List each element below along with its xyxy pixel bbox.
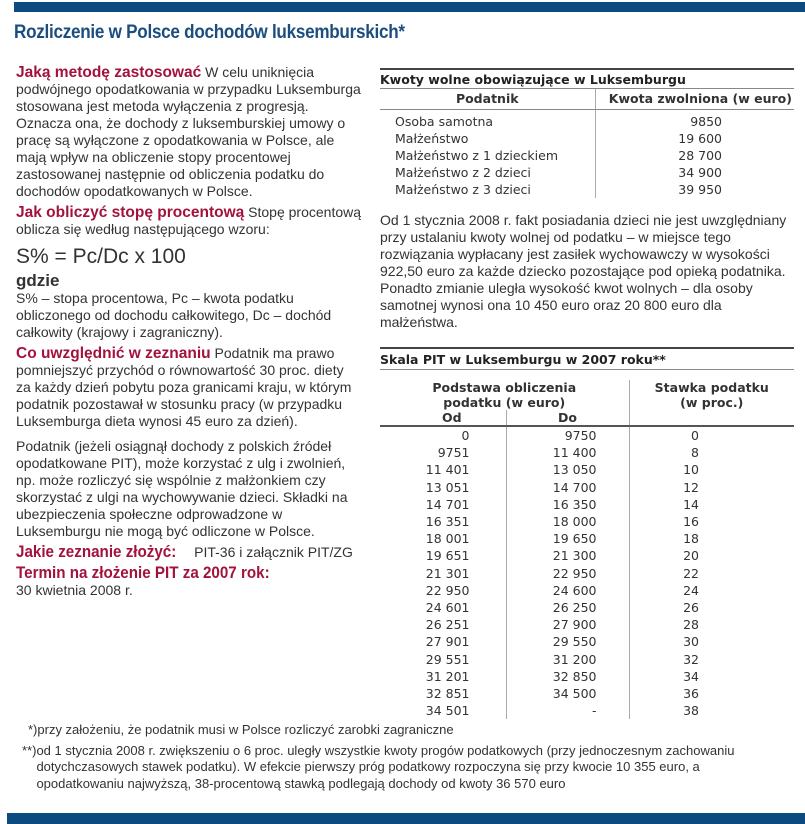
table-row: 26 251 27 900 28 [380, 616, 794, 633]
table-row: 19 651 21 300 20 [380, 547, 794, 564]
footnote-1-text: przy założeniu, że podatnik musi w Polsce rozliczyć zarobki zagraniczne [37, 722, 454, 737]
section-method-body: W celu uniknięcia podwójnego opodatkowania w przypadku Luksemburga stosowana jest metoda wyłączenia z progresją. Oznacza ona, że dochody z luksemburskiej umowy o pracę są wyłączone z opodatkowania w Polsce, ale mają wpływ na obliczenie stopy procentowej zastosowanej następnie od obliczenia podatku do dochodów opodatkowanych w Polsce. [16, 64, 361, 199]
table-row: 0 9750 0 [380, 426, 794, 444]
top-banner-bar [14, 2, 805, 12]
table-row: 27 901 29 550 30 [380, 633, 794, 650]
allowances-table-title: Kwoty wolne obowiązujące w Luksemburgu [380, 68, 794, 89]
page-title: Rozliczenie w Polsce dochodów luksemburskich* [14, 22, 405, 43]
table-row: Małżeństwo z 3 dzieci 39 950 [380, 181, 794, 198]
section-method-heading: Jaką metodę zastosować [16, 64, 202, 81]
table-row: 13 051 14 700 12 [380, 479, 794, 496]
section-declaration-heading: Co uwzględnić w zeznaniu [16, 345, 211, 362]
footnote-1 [22, 722, 802, 739]
section-deadline [16, 565, 361, 599]
col-header-taxpayer: Podatnik [380, 89, 595, 110]
col-header-od: Od [380, 410, 506, 426]
table-row: Małżeństwo z 1 dzieckiem 28 700 [380, 147, 794, 164]
gdzie-definition: S% – stopa procentowa, Pc – kwota podatku obliczonego od dochodu całkowitego, Dc – dochód całkowity (krajowy i zagraniczny). [16, 290, 332, 340]
table-row: 32 851 34 500 36 [380, 685, 794, 702]
footnote-2-mark: **) [22, 742, 37, 758]
table-row: 18 001 19 650 18 [380, 530, 794, 547]
section-method [16, 64, 361, 200]
table-row: 16 351 18 000 16 [380, 513, 794, 530]
pit-scale-section [380, 347, 794, 719]
gdzie-label: gdzie [16, 271, 60, 290]
table-row: 29 551 31 200 32 [380, 651, 794, 668]
table-row: 11 401 13 050 10 [380, 461, 794, 478]
footnotes [22, 722, 802, 796]
section-rate-heading: Jak obliczyć stopę procentową [16, 204, 245, 221]
right-column [380, 68, 794, 719]
col-header-base: Podstawa obliczenia podatku (w euro) [380, 380, 629, 410]
table-row: Osoba samotna 9850 [380, 110, 794, 131]
table-row: 14 701 16 350 14 [380, 496, 794, 513]
col-header-rate: Stawka podatku (w proc.) [629, 380, 794, 426]
col-header-amount: Kwota zwolniona (w euro) [595, 89, 794, 110]
section-form-body: PIT-36 i załącznik PIT/ZG [190, 544, 353, 560]
section-deadline-heading: Termin na złożenie PIT za 2007 rok: [16, 564, 270, 582]
table-row: 34 501 - 38 [380, 702, 794, 719]
allowances-table [380, 89, 794, 198]
section-declaration-body: Podatnik ma prawo pomniejszyć przychód o równowartość 30 proc. diety za każdy dzień pobytu poza granicami kraju, w którym podatnik pozostawał w stosunku pracy (w przypadku Luksemburga dieta wynosi 45 euro za dzień). [16, 345, 352, 429]
section-declaration [16, 345, 361, 430]
footnote-2-text: od 1 stycznia 2008 r. zwiększeniu o 6 proc. uległy wszystkie kwoty progów podatkowych (przy jednoczesnym zachowaniu dotychczasowych stawek podatku). W efekcie pierwszy próg podatkowy rozpoczyna się przy kwocie 10 355 euro, a opodatkowaniu najwyższą, 38-procentową stawką podlegają dochody od kwoty 36 570 euro [36, 742, 735, 791]
left-column [16, 64, 361, 603]
table-row: 31 201 32 850 34 [380, 668, 794, 685]
allowances-note: Od 1 stycznia 2008 r. fakt posiadania dzieci nie jest uwzględniany przy ustalaniu kwoty wolnej od podatku – w miejsce tego rozwiązania wypłacany jest zasiłek wychowawczy w wysokości 922,50 euro za każde dziecko pozostające pod opieką podatnika. Ponadto zmianie uległa wysokość kwot wolnych – dla osoby samotnej wynosi ona 10 450 euro oraz 20 800 euro dla małżeństwa. [380, 212, 787, 330]
section-form [16, 544, 361, 561]
table-row: 9751 11 400 8 [380, 444, 794, 461]
section-form-heading: Jakie zeznanie złożyć: [16, 543, 177, 561]
table-row: 22 950 24 600 24 [380, 582, 794, 599]
table-row: 24 601 26 250 26 [380, 599, 794, 616]
section-deadline-body: 30 kwietnia 2008 r. [16, 582, 133, 598]
pit-scale-table [380, 380, 794, 719]
table-row: Małżeństwo z 2 dzieci 34 900 [380, 164, 794, 181]
col-header-do: Do [506, 410, 629, 426]
formula: S% = Pc/Dc x 100 [16, 245, 186, 268]
section-rate-body: Stopę procentową oblicza się według następującego wzoru: [16, 204, 362, 237]
table-row: Małżeństwo 19 600 [380, 130, 794, 147]
section-reliefs: Podatnik (jeżeli osiągnął dochody z polskich źródeł opodatkowane PIT), może korzystać z ulg i zwolnień, np. może rozliczyć się wspólnie z małżonkiem czy skorzystać z ulgi na wychowywanie dzieci. Składki na ubezpieczenia społeczne odprowadzone w Luksemburgu nie mogą być odliczone w Polsce. [16, 438, 348, 539]
bottom-banner-bar [7, 813, 805, 824]
footnote-2 [22, 743, 802, 793]
footnote-1-mark: *) [28, 722, 38, 737]
pit-scale-table-title: Skala PIT w Luksemburgu w 2007 roku** [380, 349, 794, 370]
section-rate [16, 204, 361, 238]
table-row: 21 301 22 950 22 [380, 565, 794, 582]
